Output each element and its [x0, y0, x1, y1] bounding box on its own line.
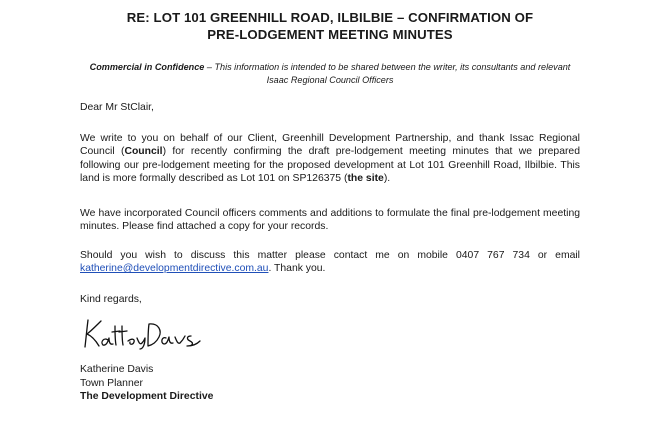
contact-thanks: . Thank you. — [268, 263, 326, 275]
closing: Kind regards, — [80, 294, 142, 305]
signatory-organisation: The Development Directive — [80, 391, 214, 402]
paragraph-intro — [80, 132, 580, 185]
letter-heading — [60, 9, 600, 43]
heading-line-1: RE: LOT 101 GREENHILL ROAD, ILBILBIE – CONFIRMATION OF — [126, 10, 534, 25]
paragraph-intro-part-3: ). — [383, 172, 391, 184]
handwritten-signature-icon — [82, 316, 202, 350]
paragraph-contact — [80, 249, 580, 276]
confidentiality-label: Commercial in Confidence — [89, 62, 205, 72]
paragraph-intro-part-2: ) for recently confirming the draft pre-lodgement meeting minutes that we prepared following our pre-lodgement meeting for the proposed development at Lot 101 Greenhill Road, Ilbilbie. This land is more formally described as Lot 101 on SP126375 ( — [80, 146, 580, 184]
contact-text: Should you wish to discuss this matter please contact me on mobile 0407 767 734 or email — [80, 250, 580, 261]
email-link[interactable]: katherine@developmentdirective.com.au — [80, 263, 269, 275]
confidentiality-text: – This information is intended to be shared between the writer, its consultants and relevant Isaac Regional Council Officers — [204, 62, 571, 85]
salutation: Dear Mr StClair, — [80, 102, 154, 113]
confidentiality-notice — [80, 61, 580, 87]
signature-block — [80, 363, 213, 404]
signatory-title: Town Planner — [80, 377, 143, 389]
paragraph-minutes: We have incorporated Council officers comments and additions to formulate the final pre-lodgement meeting minutes. Please find attached a copy for your records. — [80, 208, 580, 233]
council-defined-term: Council — [124, 146, 163, 158]
heading-line-2: PRE-LODGEMENT MEETING MINUTES — [207, 27, 453, 42]
signatory-name: Katherine Davis — [80, 364, 154, 375]
paragraph-intro-part-1: We write to you on behalf of our Client, Greenhill Development Partnership, and thank Issac Regional Council ( — [80, 133, 580, 158]
site-defined-term: the site — [347, 172, 384, 184]
